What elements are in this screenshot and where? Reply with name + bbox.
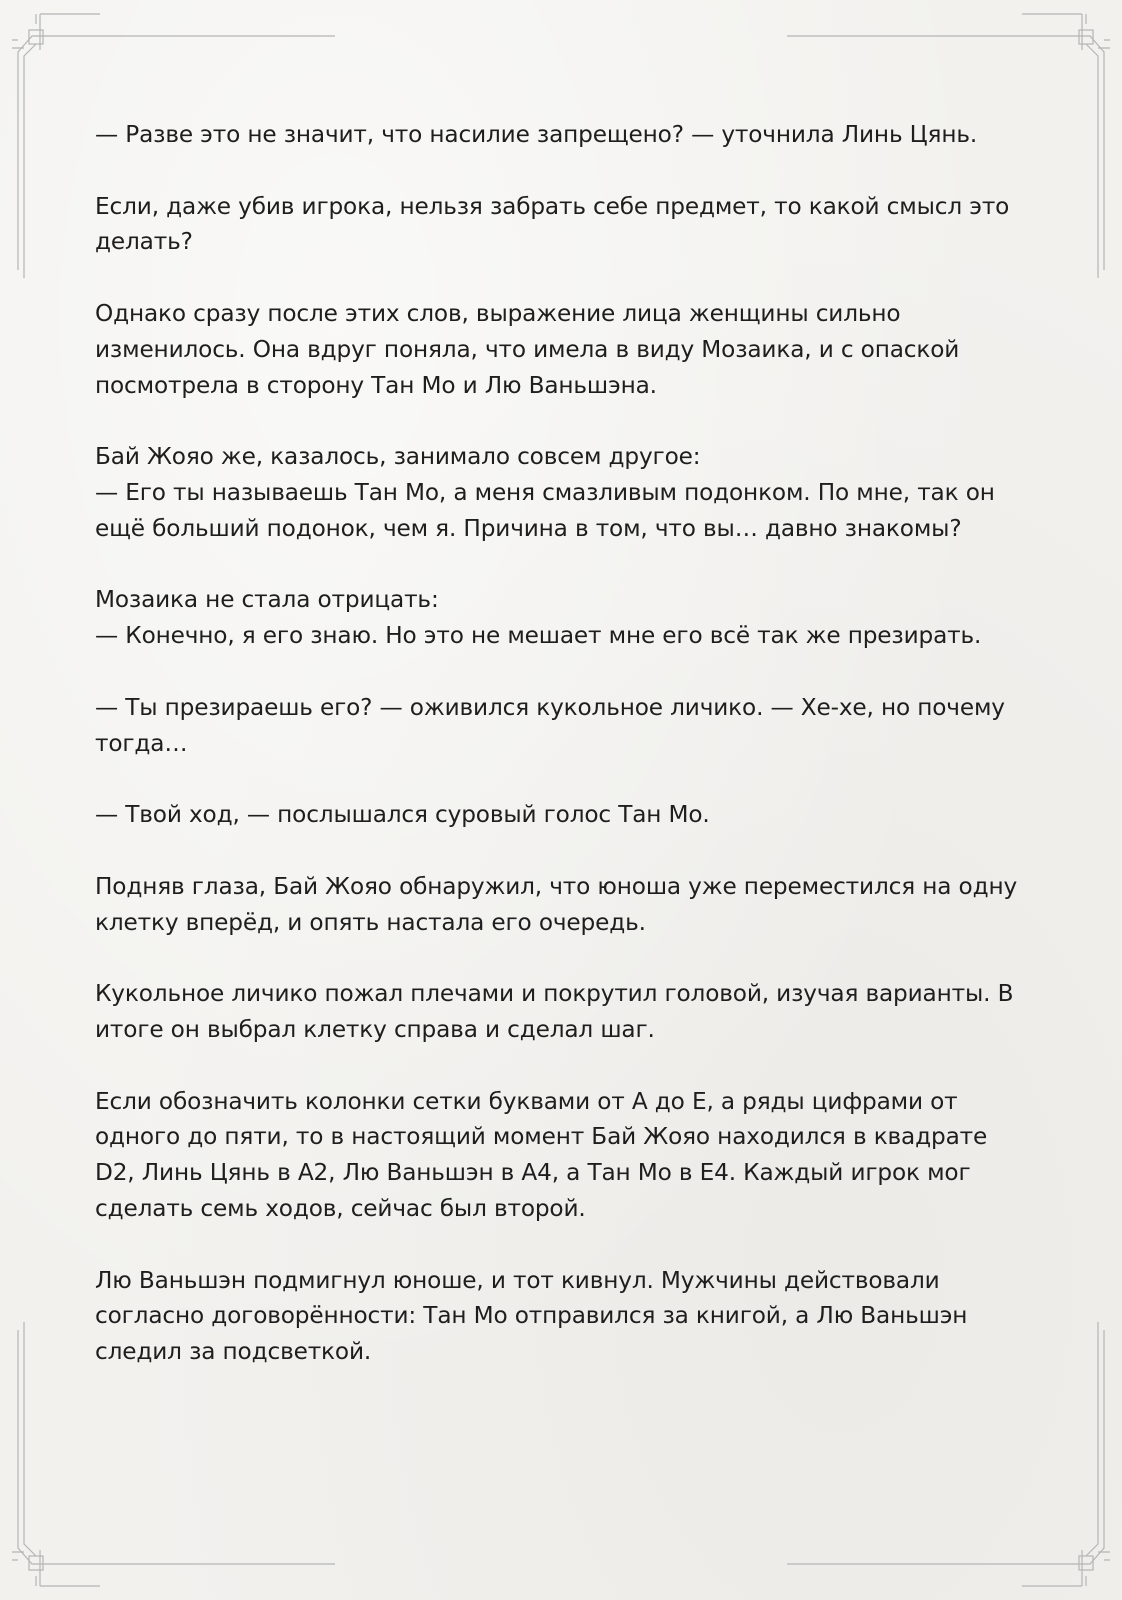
text-line: Однако сразу после этих слов, выражение лица женщины сильно (95, 299, 901, 327)
text-line: тогда… (95, 729, 188, 757)
text-line: Лю Ваньшэн подмигнул юноше, и тот кивнул. Мужчины действовали (95, 1266, 940, 1294)
chapter-text (95, 117, 1030, 1406)
paragraph (95, 869, 1030, 941)
text-line: — Разве это не значит, что насилие запрещено? — уточнила Линь Цянь. (95, 121, 978, 148)
paragraph (95, 582, 1030, 654)
paragraph (95, 690, 1030, 762)
paragraph (95, 797, 1030, 833)
text-line: итоге он выбрал клетку справа и сделал шаг. (95, 1015, 655, 1043)
text-line: делать? (95, 228, 193, 256)
paragraph (95, 117, 1030, 153)
text-line: Если, даже убив игрока, нельзя забрать себе предмет, то какой смысл это (95, 192, 1010, 220)
text-line: ещё больший подонок, чем я. Причина в том, что вы… давно знакомы? (95, 514, 962, 542)
paragraph (95, 439, 1030, 546)
text-line: — Конечно, я его знаю. Но это не мешает мне его всё так же презирать. (95, 622, 982, 650)
text-line: посмотрела в сторону Тан Мо и Лю Ваньшэна. (95, 371, 657, 399)
paragraph (95, 1263, 1030, 1370)
paragraph (95, 296, 1030, 403)
text-line: клетку вперёд, и опять настала его очередь. (95, 908, 646, 936)
text-line: — Его ты называешь Тан Мо, а меня смазливым подонком. По мне, так он (95, 478, 995, 506)
text-line: Если обозначить колонки сетки буквами от A до E, а ряды цифрами от (95, 1087, 958, 1115)
text-line: согласно договорённости: Тан Мо отправился за книгой, а Лю Ваньшэн (95, 1302, 968, 1330)
text-line: — Ты презираешь его? — оживился кукольное личико. — Хе-хе, но почему (95, 693, 1005, 721)
text-line: следил за подсветкой. (95, 1338, 372, 1366)
text-line: сделать семь ходов, сейчас был второй. (95, 1194, 586, 1222)
text-line: Мозаика не стала отрицать: (95, 586, 439, 614)
text-line: D2, Линь Цянь в A2, Лю Ваньшэн в A4, а Тан Мо в E4. Каждый игрок мог (95, 1159, 971, 1187)
text-line: — Твой ход, — послышался суровый голос Тан Мо. (95, 801, 710, 829)
text-line: Кукольное личико пожал плечами и покрутил головой, изучая варианты. В (95, 980, 1014, 1008)
paragraph (95, 1084, 1030, 1227)
text-line: одного до пяти, то в настоящий момент Бай Жояо находился в квадрате (95, 1123, 988, 1151)
text-line: Бай Жояо же, казалось, занимало совсем другое: (95, 443, 701, 471)
paragraph (95, 189, 1030, 261)
text-line: Подняв глаза, Бай Жояо обнаружил, что юноша уже переместился на одну (95, 872, 1018, 900)
paragraph (95, 976, 1030, 1048)
text-line: изменилось. Она вдруг поняла, что имела в виду Мозаика, и с опаской (95, 335, 960, 363)
